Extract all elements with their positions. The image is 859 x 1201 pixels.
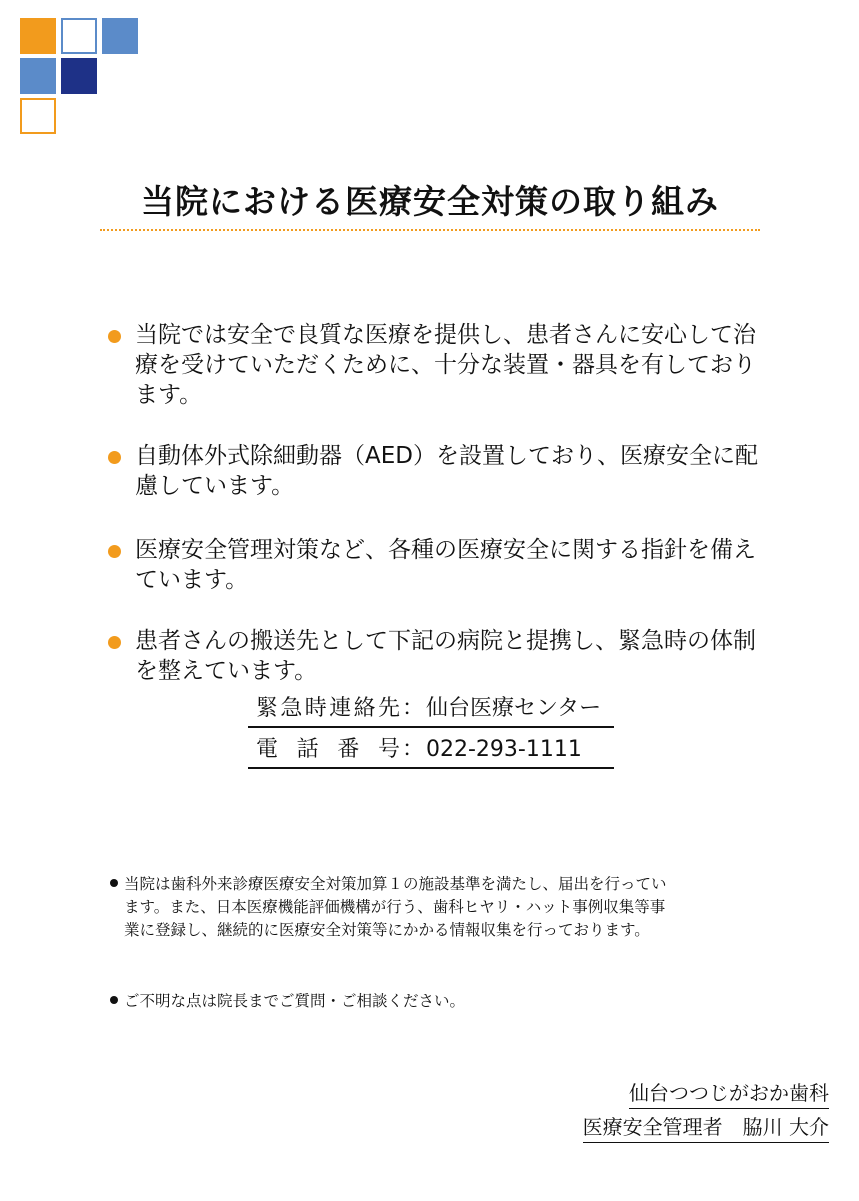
signature-clinic: 仙台つつじがおか歯科	[629, 1078, 829, 1109]
note-text: ご不明な点は院長までご質問・ご相談ください。	[124, 992, 466, 1010]
emergency-phone-line	[248, 733, 614, 769]
bullet-dot-icon	[108, 451, 121, 464]
note-item	[108, 990, 668, 1013]
bullet-dot-icon	[108, 545, 121, 558]
note-item	[108, 873, 668, 942]
emergency-contact-value: 仙台医療センター	[426, 696, 602, 721]
note-dot-icon	[110, 996, 118, 1004]
separator: ：	[401, 696, 424, 721]
note-dot-icon	[110, 879, 118, 887]
logo-square-outline-orange	[20, 98, 56, 134]
emergency-phone-label: 電話番号	[256, 737, 400, 762]
note-text: 当院は歯科外来診療医療安全対策加算１の施設基準を満たし、届出を行っています。また、日本医療機能評価機構が行う、歯科ヒヤリ・ハット事例収集等事業に登録し、継続的に医療安全対策等にかかる情報収集を行っております。	[124, 875, 667, 939]
bullet-text: 自動体外式除細動器（AED）を設置しており、医療安全に配慮しています。	[135, 443, 758, 499]
bullet-text: 当院では安全で良質な医療を提供し、患者さんに安心して治療を受けていただくために、十分な装置・器具を有しております。	[135, 322, 756, 408]
signature-manager: 医療安全管理者 脇川 大介	[583, 1112, 829, 1143]
logo-square-orange	[20, 18, 56, 54]
separator: ：	[401, 737, 424, 762]
logo-square-dark-blue	[61, 58, 97, 94]
page-title: 当院における医療安全対策の取り組み	[141, 182, 719, 221]
logo-square-light-blue-2	[20, 58, 56, 94]
bullet-item	[108, 535, 768, 595]
bullet-dot-icon	[108, 636, 121, 649]
logo-square-light-blue	[102, 18, 138, 54]
bullet-dot-icon	[108, 330, 121, 343]
title-divider	[100, 229, 760, 231]
bullet-item	[108, 441, 768, 501]
logo-square-outline-blue	[61, 18, 97, 54]
emergency-phone-value: 022-293-1111	[426, 737, 582, 762]
emergency-contact-line	[248, 692, 614, 728]
emergency-contact-label: 緊急時連絡先	[256, 696, 400, 721]
bullet-text: 患者さんの搬送先として下記の病院と提携し、緊急時の体制を整えています。	[135, 628, 756, 684]
bullet-text: 医療安全管理対策など、各種の医療安全に関する指針を備えています。	[135, 537, 756, 593]
bullet-item	[108, 626, 768, 686]
bullet-item	[108, 320, 768, 410]
